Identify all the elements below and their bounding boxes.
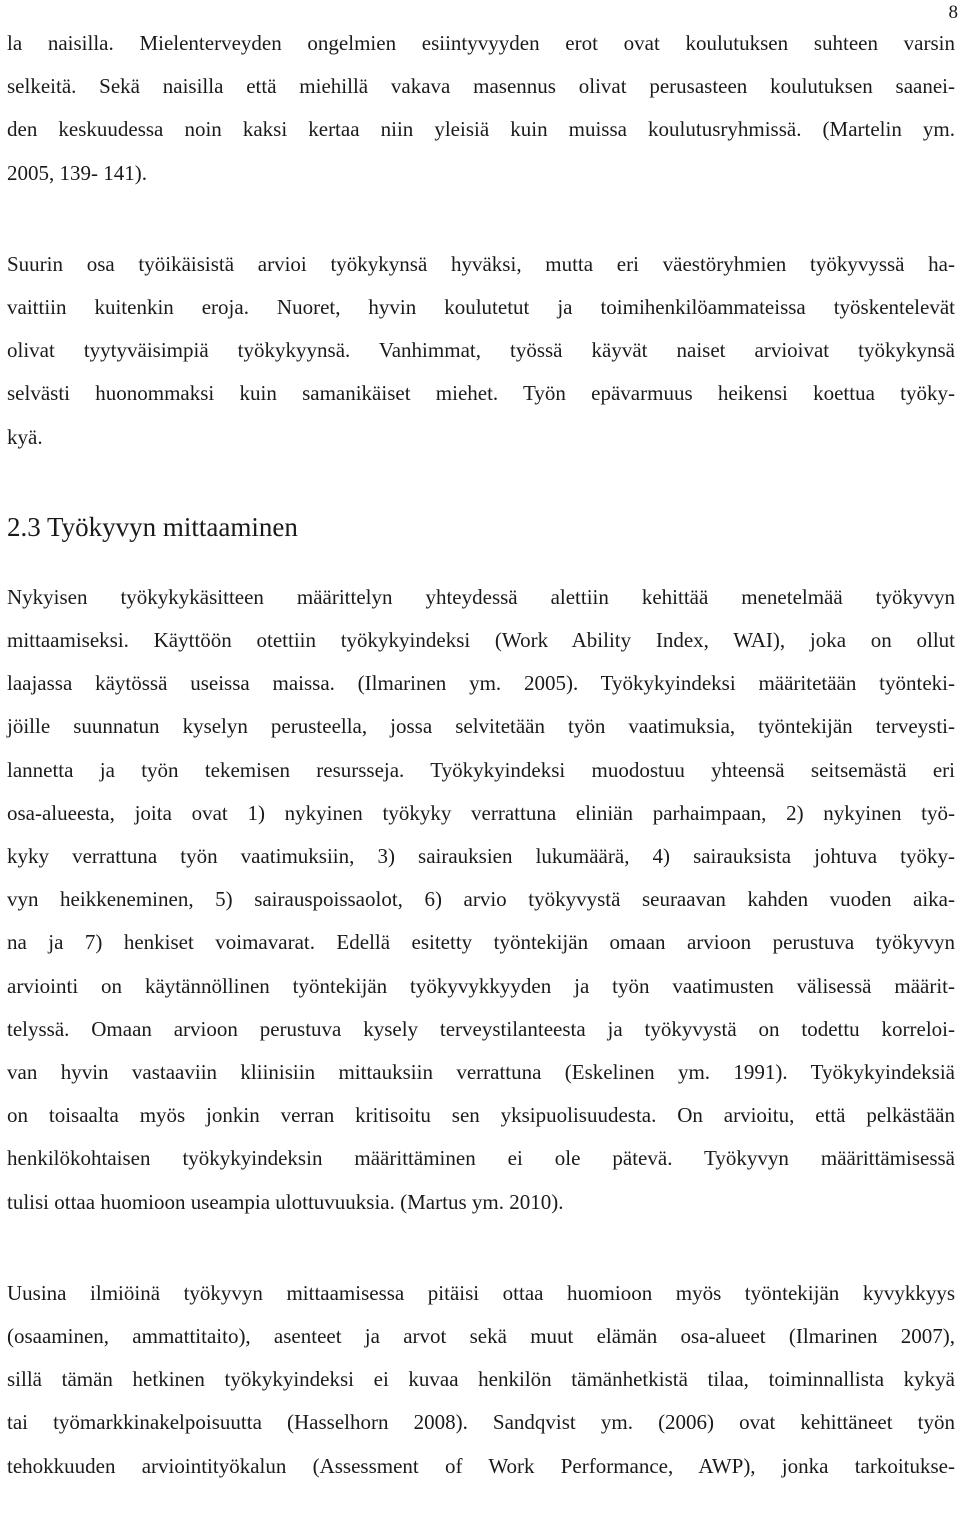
- text-line: selvästi huonommaksi kuin samanikäiset miehet. Työn epävarmuus heikensi koettua työky-: [7, 381, 955, 406]
- text-line: Nykyisen työkykykäsitteen määrittelyn yhteydessä alettiin kehittää menetelmää työkyvyn: [7, 584, 955, 609]
- text-line: den keskuudessa noin kaksi kertaa niin yleisiä kuin muissa koulutusryhmissä. (Martelin ym.: [7, 117, 955, 142]
- text-line: tehokkuuden arviointityökalun (Assessment of Work Performance, AWP), jonka tarkoitukse-: [7, 1453, 955, 1478]
- text-line: lannetta ja työn tekemisen resursseja. Työkykyindeksi muodostuu yhteensä seitsemästä eri: [7, 757, 955, 782]
- text-line: tai työmarkkinakelpoisuutta (Hasselhorn 2008). Sandqvist ym. (2006) ovat kehittäneet työn: [7, 1410, 955, 1435]
- text-line: laajassa käytössä useissa maissa. (Ilmarinen ym. 2005). Työkykyindeksi määritetään työnteki-: [7, 671, 955, 696]
- paragraph-2: [7, 243, 955, 459]
- section-heading: 2.3 Työkyvyn mittaaminen: [7, 511, 298, 542]
- text-line: (osaaminen, ammattitaito), asenteet ja arvot sekä muut elämän osa-alueet (Ilmarinen 2007),: [7, 1324, 955, 1349]
- text-line: sillä tämän hetkinen työkykyindeksi ei kuvaa henkilön tämänhetkistä tilaa, toiminnallista kykyä: [7, 1367, 955, 1392]
- text-line: selkeitä. Sekä naisilla että miehillä vakava masennus olivat perusasteen koulutuksen saanei-: [7, 74, 955, 99]
- page-number: 8: [948, 2, 958, 23]
- paragraph-1: [7, 22, 955, 195]
- text-line: mittaamiseksi. Käyttöön otettiin työkykyindeksi (Work Ability Index, WAI), joka on ollut: [7, 628, 955, 653]
- text-line: la naisilla. Mielenterveyden ongelmien esiintyvyyden erot ovat koulutuksen suhteen varsin: [7, 31, 955, 55]
- text-line: kyä.: [7, 424, 43, 449]
- text-line: kyky verrattuna työn vaatimuksiin, 3) sairauksien lukumäärä, 4) sairauksista johtuva työky-: [7, 844, 955, 869]
- text-line: arviointi on käytännöllinen työntekijän työkyvykkyyden ja työn vaatimusten välisessä määrit-: [7, 973, 955, 998]
- text-line: jöille suunnatun kyselyn perusteella, jossa selvitetään työn vaatimuksia, työntekijän terveysti-: [7, 714, 955, 739]
- text-line: osa-alueesta, joita ovat 1) nykyinen työkyky verrattuna eliniän parhaimpaan, 2) nykyinen työ-: [7, 800, 955, 825]
- document-body: [7, 0, 955, 1488]
- text-line: on toisaalta myös jonkin verran kritisoitu sen yksipuolisuudesta. On arvioitu, että pelkästään: [7, 1103, 955, 1128]
- text-line: 2005, 139- 141).: [7, 160, 147, 185]
- text-line: vaittiin kuitenkin eroja. Nuoret, hyvin koulutetut ja toimihenkilöammateissa työskentelevät: [7, 295, 955, 320]
- text-line: na ja 7) henkiset voimavarat. Edellä esitetty työntekijän omaan arvioon perustuva työkyvyn: [7, 930, 955, 955]
- paragraph-3: [7, 576, 955, 1224]
- text-line: van hyvin vastaaviin kliinisiin mittauksiin verrattuna (Eskelinen ym. 1991). Työkykyindeksiä: [7, 1060, 955, 1085]
- paragraph-4: [7, 1272, 955, 1488]
- text-line: Uusina ilmiöinä työkyvyn mittaamisessa pitäisi ottaa huomioon myös työntekijän kyvykkyys: [7, 1280, 955, 1305]
- text-line: telyssä. Omaan arvioon perustuva kysely terveystilanteesta ja työkyvystä on todettu korreloi-: [7, 1016, 955, 1041]
- text-line: Suurin osa työikäisistä arvioi työkykynsä hyväksi, mutta eri väestöryhmien työkyvyssä ha-: [7, 251, 955, 276]
- text-line: henkilökohtaisen työkykyindeksin määrittäminen ei ole pätevä. Työkyvyn määrittämisessä: [7, 1146, 955, 1171]
- text-line: tulisi ottaa huomioon useampia ulottuvuuksia. (Martus ym. 2010).: [7, 1189, 564, 1214]
- text-line: olivat tyytyväisimpiä työkykyynsä. Vanhimmat, työssä käyvät naiset arvioivat työkykynsä: [7, 338, 955, 363]
- text-line: vyn heikkeneminen, 5) sairauspoissaolot, 6) arvio työkyvystä seuraavan kahden vuoden aika-: [7, 887, 955, 912]
